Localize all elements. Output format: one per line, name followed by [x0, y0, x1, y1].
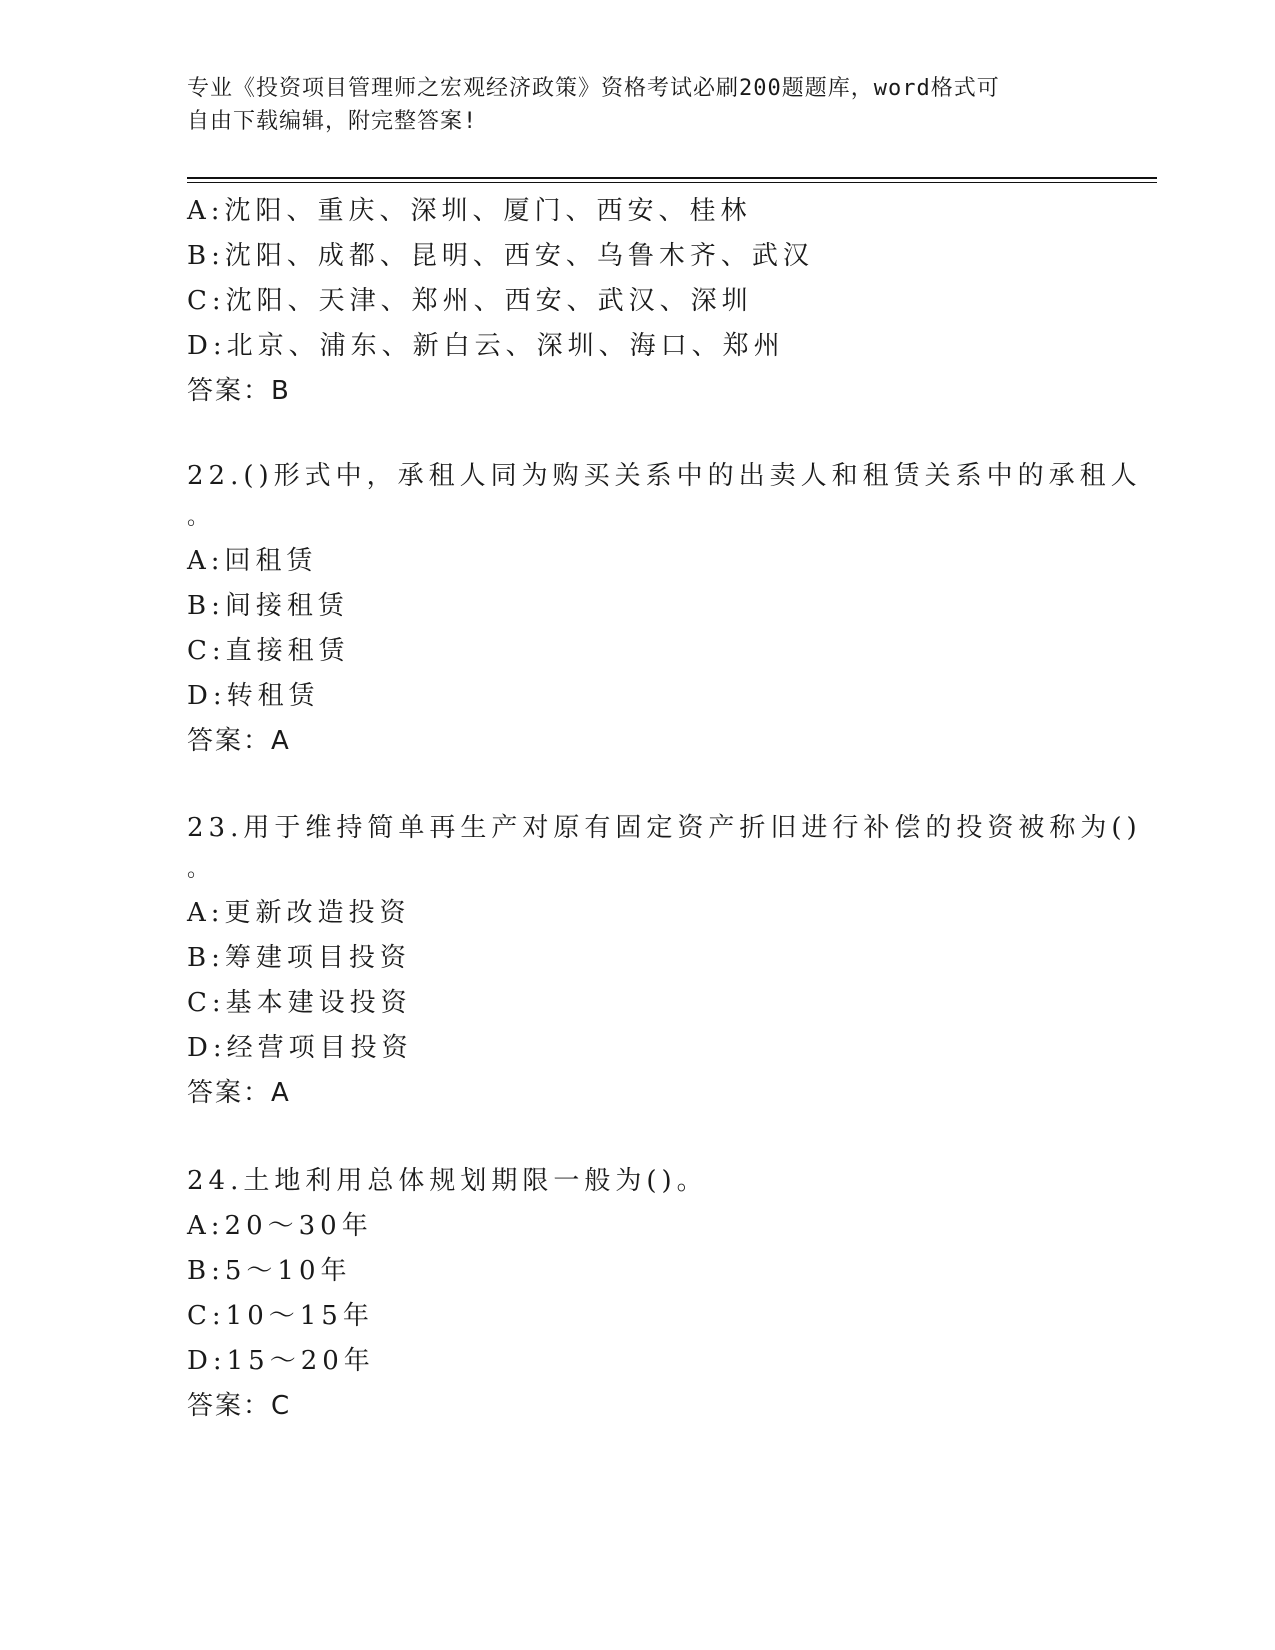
- q24-answer: 答案：C: [187, 1391, 292, 1421]
- q21-answer: 答案：B: [187, 376, 291, 406]
- q23-stem-end: 。: [187, 857, 215, 882]
- q24-option-a: A:20～30年: [187, 1211, 373, 1241]
- q23-option-d: D:经营项目投资: [187, 1033, 413, 1063]
- document-header: [187, 72, 1067, 138]
- q21-option-a: A:沈阳、重庆、深圳、厦门、西安、桂林: [187, 196, 752, 226]
- q23-answer: 答案：A: [187, 1078, 291, 1108]
- q23-option-c: C:基本建设投资: [187, 988, 412, 1018]
- header-title-line-1: 专业《投资项目管理师之宏观经济政策》资格考试必刷200题题库，word格式可: [187, 76, 1000, 101]
- header-divider-thin: [187, 182, 1157, 183]
- q21-option-b: B:沈阳、成都、昆明、西安、乌鲁木齐、武汉: [187, 241, 814, 271]
- q24-option-d: D:15～20年: [187, 1346, 375, 1376]
- q22-option-c: C:直接租赁: [187, 636, 350, 666]
- q22-stem-end: 。: [187, 505, 215, 530]
- q22-stem: 22.()形式中，承租人同为购买关系中的出卖人和租赁关系中的承租人: [187, 461, 1142, 491]
- q22-option-a: A:回租赁: [187, 546, 318, 576]
- q23-stem: 23.用于维持简单再生产对原有固定资产折旧进行补偿的投资被称为(): [187, 813, 1142, 843]
- q23-option-b: B:筹建项目投资: [187, 943, 411, 973]
- q22-answer: 答案：A: [187, 726, 291, 756]
- q24-option-c: C:10～15年: [187, 1301, 374, 1331]
- header-divider-thick: [187, 177, 1157, 179]
- q23-option-a: A:更新改造投资: [187, 898, 411, 928]
- q22-option-d: D:转租赁: [187, 681, 320, 711]
- q22-option-b: B:间接租赁: [187, 591, 349, 621]
- q24-option-b: B:5～10年: [187, 1256, 352, 1286]
- header-title-line-2: 自由下载编辑，附完整答案!: [187, 109, 478, 134]
- q24-stem: 24.土地利用总体规划期限一般为()。: [187, 1166, 708, 1196]
- q21-option-d: D:北京、浦东、新白云、深圳、海口、郑州: [187, 331, 785, 361]
- q21-option-c: C:沈阳、天津、郑州、西安、武汉、深圳: [187, 286, 753, 316]
